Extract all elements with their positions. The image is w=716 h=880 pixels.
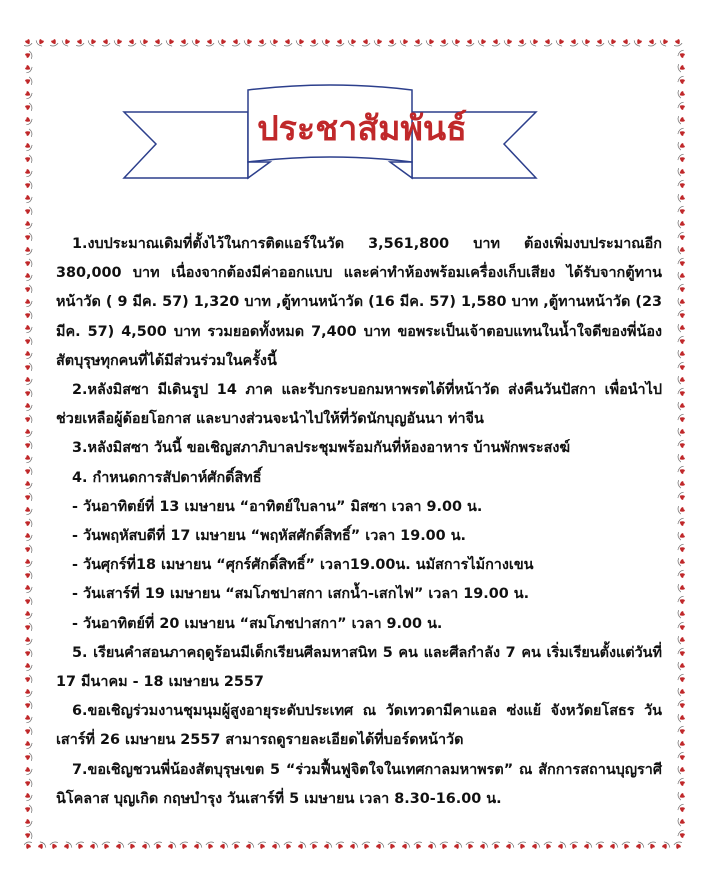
announcement-5: 5. เรียนคำสอนภาคฤดูร้อนมีเด็กเรียนศีลมหาสนิท 5 คน และศีลกำลัง 7 คน เริ่มเรียนตั้งแต่วันที่ 17 มีนาคม - 18 เมษายน 2557 [56, 644, 662, 691]
announcement-1: 1.งบประมาณเดิมที่ตั้งไว้ในการติดแอร์ในวัด 3,561,800 บาท ต้องเพิ่มงบประมาณอีก 380,000 บาท เนื่องจากต้องมีค่าออกแบบ และค่าทำห้องพร้อมเครื่องเก็บเสียง ได้รับจากตู้ทานหน้าวัด ( 9 มีค. 57) 1,320 บาท ,ตู้ทานหน้าวัด (16 มีค. 57) 1,580 บาท ,ตู้ทานหน้าวัด (23 มีค. 57) 4,500 บาท รวมยอดทั้งหมด 7,400 บาท ขอพระเป็นเจ้าตอบแทนในน้ำใจดีของพี่น้องสัตบุรุษทุกคนที่ได้มีส่วนร่วมในครั้งนี้ [56, 236, 662, 369]
holy-week-item: - วันอาทิตย์ที่ 20 เมษายน “สมโภชปาสกา” เวลา 9.00 น. [72, 615, 443, 632]
announcement-3: 3.หลังมิสซา วันนี้ ขอเชิญสภาภิบาลประชุมพร้อมกันที่ห้องอาหาร บ้านพักพระสงฆ์ [72, 440, 571, 457]
holy-week-item: - วันเสาร์ที่ 19 เมษายน “สมโภชปาสกา เสกน้ำ-เสกไฟ” เวลา 19.00 น. [72, 586, 530, 603]
announcement-2: 2.หลังมิสซา มีเดินรูป 14 ภาค และรับกระบอกมหาพรตได้ที่หน้าวัด ส่งคืนวันปัสกา เพื่อนำไปช่วยเหลือผู้ด้อยโอกาส และบางส่วนจะนำไปให้ที่วัดนักบุญอันนา ท่าจีน [56, 382, 662, 428]
announcement-7: 7.ขอเชิญชวนพี่น้องสัตบุรุษเขต 5 “ร่วมฟื้นฟูจิตใจในเทศกาลมหาพรต” ณ สักการสถานบุญราศีนิโคลาส บุญเกิด กฤษบำรุง วันเสาร์ที่ 5 เมษายน เวลา 8.30-16.00 น. [56, 761, 662, 807]
holy-week-item: - วันอาทิตย์ที่ 13 เมษายน “อาทิตย์ใบลาน” มิสซา เวลา 9.00 น. [72, 498, 483, 515]
announcement-list [56, 230, 662, 814]
holy-week-item: - วันพฤหัสบดีที่ 17 เมษายน “พฤหัสศักดิ์สิทธิ์” เวลา 19.00 น. [72, 528, 467, 545]
page-title: ประชาสัมพันธ์ [257, 109, 467, 149]
announcement-6: 6.ขอเชิญร่วมงานชุมนุมผู้สูงอายุระดับประเทศ ณ วัดเทวดามีคาแอล ซ่งแย้ จังหวัดยโสธร วันเสาร์ที่ 26 เมษายน 2557 สามารถดูรายละเอียดได้ที่บอร์ดหน้าวัด [56, 703, 662, 749]
holy-week-item: - วันศุกร์ที่18 เมษายน “ศุกร์ศักดิ์สิทธิ์” เวลา19.00น. นมัสการไม้กางเขน [72, 557, 534, 574]
announcement-4: 4. กำหนดการสัปดาห์ศักดิ์สิทธิ์ [72, 469, 262, 486]
